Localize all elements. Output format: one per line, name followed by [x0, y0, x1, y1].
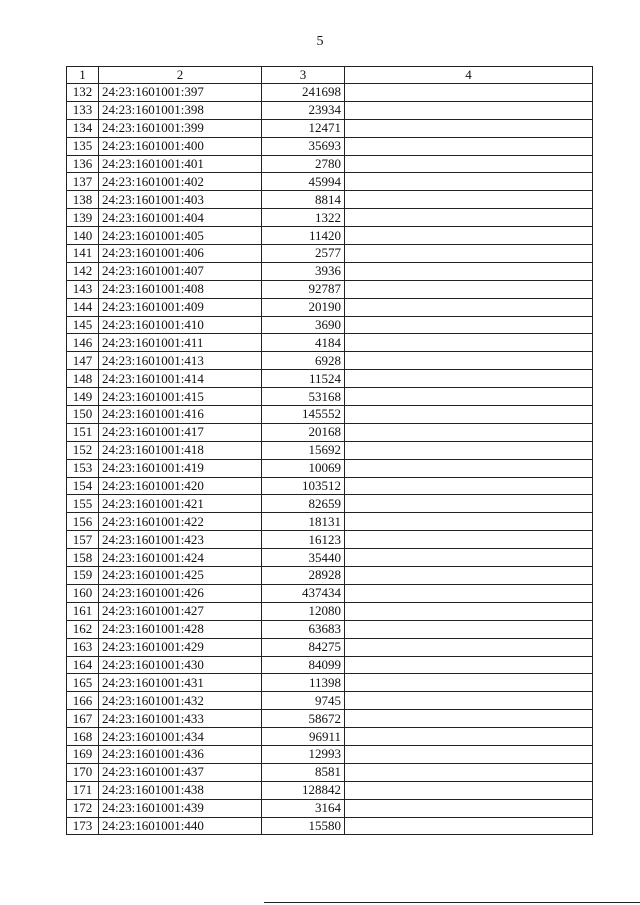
cadastral-number: 24:23:1601001:422	[99, 513, 262, 531]
row-number: 132	[67, 84, 99, 102]
table-row	[67, 388, 593, 406]
table-row	[67, 245, 593, 263]
cadastral-number: 24:23:1601001:440	[99, 817, 262, 835]
table-row	[67, 137, 593, 155]
cadastral-number: 24:23:1601001:409	[99, 298, 262, 316]
cadastral-number: 24:23:1601001:426	[99, 584, 262, 602]
cadastral-number: 24:23:1601001:415	[99, 388, 262, 406]
table-row	[67, 495, 593, 513]
cadastral-number: 24:23:1601001:410	[99, 316, 262, 334]
area-value: 58672	[262, 710, 345, 728]
area-value: 20168	[262, 423, 345, 441]
cadastral-number: 24:23:1601001:398	[99, 101, 262, 119]
cadastral-number: 24:23:1601001:400	[99, 137, 262, 155]
row-number: 148	[67, 370, 99, 388]
notes-cell	[345, 567, 593, 585]
area-value: 128842	[262, 781, 345, 799]
cadastral-number: 24:23:1601001:407	[99, 262, 262, 280]
notes-cell	[345, 406, 593, 424]
table-row	[67, 191, 593, 209]
area-value: 1322	[262, 209, 345, 227]
cadastral-number: 24:23:1601001:428	[99, 620, 262, 638]
cadastral-number: 24:23:1601001:397	[99, 84, 262, 102]
table-row	[67, 352, 593, 370]
area-value: 20190	[262, 298, 345, 316]
cadastral-number: 24:23:1601001:420	[99, 477, 262, 495]
table-row	[67, 441, 593, 459]
cadastral-number: 24:23:1601001:424	[99, 549, 262, 567]
table-row	[67, 620, 593, 638]
table-row	[67, 728, 593, 746]
notes-cell	[345, 209, 593, 227]
row-number: 155	[67, 495, 99, 513]
notes-cell	[345, 388, 593, 406]
notes-cell	[345, 620, 593, 638]
area-value: 84275	[262, 638, 345, 656]
cadastral-number: 24:23:1601001:408	[99, 280, 262, 298]
notes-cell	[345, 549, 593, 567]
notes-cell	[345, 656, 593, 674]
table-row	[67, 459, 593, 477]
table-header-row	[67, 67, 593, 84]
row-number: 156	[67, 513, 99, 531]
cadastral-number: 24:23:1601001:404	[99, 209, 262, 227]
cadastral-number: 24:23:1601001:401	[99, 155, 262, 173]
row-number: 133	[67, 101, 99, 119]
area-value: 8581	[262, 763, 345, 781]
table-row	[67, 549, 593, 567]
area-value: 241698	[262, 84, 345, 102]
table-row	[67, 531, 593, 549]
table-row	[67, 334, 593, 352]
notes-cell	[345, 298, 593, 316]
table-row	[67, 710, 593, 728]
notes-cell	[345, 352, 593, 370]
row-number: 170	[67, 763, 99, 781]
table-row	[67, 316, 593, 334]
notes-cell	[345, 173, 593, 191]
row-number: 162	[67, 620, 99, 638]
cadastral-number: 24:23:1601001:416	[99, 406, 262, 424]
column-header-1: 1	[67, 67, 99, 84]
notes-cell	[345, 262, 593, 280]
area-value: 3164	[262, 799, 345, 817]
table-row	[67, 262, 593, 280]
area-value: 35693	[262, 137, 345, 155]
notes-cell	[345, 245, 593, 263]
row-number: 164	[67, 656, 99, 674]
area-value: 23934	[262, 101, 345, 119]
row-number: 171	[67, 781, 99, 799]
cadastral-number: 24:23:1601001:436	[99, 745, 262, 763]
area-value: 18131	[262, 513, 345, 531]
row-number: 152	[67, 441, 99, 459]
area-value: 103512	[262, 477, 345, 495]
row-number: 168	[67, 728, 99, 746]
cadastral-number: 24:23:1601001:402	[99, 173, 262, 191]
table-row	[67, 656, 593, 674]
table-row	[67, 119, 593, 137]
area-value: 437434	[262, 584, 345, 602]
cadastral-number: 24:23:1601001:399	[99, 119, 262, 137]
cadastral-number: 24:23:1601001:430	[99, 656, 262, 674]
table-row	[67, 173, 593, 191]
table-body	[67, 84, 593, 835]
area-value: 92787	[262, 280, 345, 298]
notes-cell	[345, 674, 593, 692]
table-row	[67, 101, 593, 119]
column-header-4: 4	[345, 67, 593, 84]
table-row	[67, 209, 593, 227]
area-value: 9745	[262, 692, 345, 710]
table-row	[67, 155, 593, 173]
notes-cell	[345, 638, 593, 656]
notes-cell	[345, 477, 593, 495]
notes-cell	[345, 799, 593, 817]
row-number: 143	[67, 280, 99, 298]
notes-cell	[345, 334, 593, 352]
row-number: 151	[67, 423, 99, 441]
area-value: 12471	[262, 119, 345, 137]
notes-cell	[345, 763, 593, 781]
notes-cell	[345, 191, 593, 209]
row-number: 157	[67, 531, 99, 549]
notes-cell	[345, 316, 593, 334]
row-number: 142	[67, 262, 99, 280]
table-row	[67, 781, 593, 799]
cadastral-number: 24:23:1601001:437	[99, 763, 262, 781]
area-value: 12993	[262, 745, 345, 763]
area-value: 28928	[262, 567, 345, 585]
notes-cell	[345, 692, 593, 710]
table-row	[67, 584, 593, 602]
table-row	[67, 513, 593, 531]
cadastral-number: 24:23:1601001:439	[99, 799, 262, 817]
notes-cell	[345, 817, 593, 835]
area-value: 2780	[262, 155, 345, 173]
row-number: 135	[67, 137, 99, 155]
table-row	[67, 567, 593, 585]
row-number: 158	[67, 549, 99, 567]
page-number: 5	[316, 34, 324, 49]
row-number: 160	[67, 584, 99, 602]
cadastral-number: 24:23:1601001:405	[99, 227, 262, 245]
cadastral-number: 24:23:1601001:433	[99, 710, 262, 728]
area-value: 6928	[262, 352, 345, 370]
cadastral-number: 24:23:1601001:411	[99, 334, 262, 352]
cadastral-number: 24:23:1601001:414	[99, 370, 262, 388]
notes-cell	[345, 495, 593, 513]
row-number: 154	[67, 477, 99, 495]
notes-cell	[345, 227, 593, 245]
table-row	[67, 799, 593, 817]
area-value: 12080	[262, 602, 345, 620]
area-value: 96911	[262, 728, 345, 746]
area-value: 2577	[262, 245, 345, 263]
notes-cell	[345, 710, 593, 728]
table-row	[67, 763, 593, 781]
area-value: 15580	[262, 817, 345, 835]
area-value: 53168	[262, 388, 345, 406]
notes-cell	[345, 280, 593, 298]
table-row	[67, 477, 593, 495]
row-number: 163	[67, 638, 99, 656]
area-value: 4184	[262, 334, 345, 352]
area-value: 16123	[262, 531, 345, 549]
area-value: 11524	[262, 370, 345, 388]
row-number: 159	[67, 567, 99, 585]
notes-cell	[345, 441, 593, 459]
notes-cell	[345, 459, 593, 477]
notes-cell	[345, 745, 593, 763]
row-number: 147	[67, 352, 99, 370]
notes-cell	[345, 584, 593, 602]
notes-cell	[345, 781, 593, 799]
row-number: 137	[67, 173, 99, 191]
table-row	[67, 406, 593, 424]
notes-cell	[345, 137, 593, 155]
notes-cell	[345, 531, 593, 549]
cadastral-number: 24:23:1601001:429	[99, 638, 262, 656]
cadastral-number: 24:23:1601001:427	[99, 602, 262, 620]
table-row	[67, 817, 593, 835]
area-value: 84099	[262, 656, 345, 674]
notes-cell	[345, 155, 593, 173]
column-header-2: 2	[99, 67, 262, 84]
notes-cell	[345, 423, 593, 441]
area-value: 145552	[262, 406, 345, 424]
cadastral-table	[66, 66, 593, 835]
area-value: 63683	[262, 620, 345, 638]
notes-cell	[345, 119, 593, 137]
cadastral-number: 24:23:1601001:406	[99, 245, 262, 263]
row-number: 153	[67, 459, 99, 477]
row-number: 146	[67, 334, 99, 352]
notes-cell	[345, 513, 593, 531]
table-row	[67, 674, 593, 692]
cadastral-number: 24:23:1601001:419	[99, 459, 262, 477]
row-number: 145	[67, 316, 99, 334]
area-value: 3690	[262, 316, 345, 334]
area-value: 8814	[262, 191, 345, 209]
cadastral-number: 24:23:1601001:432	[99, 692, 262, 710]
table-row	[67, 84, 593, 102]
cadastral-number: 24:23:1601001:438	[99, 781, 262, 799]
row-number: 167	[67, 710, 99, 728]
notes-cell	[345, 728, 593, 746]
cadastral-number: 24:23:1601001:423	[99, 531, 262, 549]
row-number: 172	[67, 799, 99, 817]
row-number: 161	[67, 602, 99, 620]
area-value: 11420	[262, 227, 345, 245]
row-number: 149	[67, 388, 99, 406]
area-value: 35440	[262, 549, 345, 567]
notes-cell	[345, 602, 593, 620]
area-value: 82659	[262, 495, 345, 513]
table-row	[67, 280, 593, 298]
row-number: 134	[67, 119, 99, 137]
row-number: 165	[67, 674, 99, 692]
row-number: 140	[67, 227, 99, 245]
cadastral-number: 24:23:1601001:431	[99, 674, 262, 692]
area-value: 10069	[262, 459, 345, 477]
row-number: 136	[67, 155, 99, 173]
row-number: 166	[67, 692, 99, 710]
row-number: 169	[67, 745, 99, 763]
row-number: 139	[67, 209, 99, 227]
cadastral-number: 24:23:1601001:425	[99, 567, 262, 585]
area-value: 45994	[262, 173, 345, 191]
row-number: 150	[67, 406, 99, 424]
row-number: 141	[67, 245, 99, 263]
area-value: 3936	[262, 262, 345, 280]
area-value: 15692	[262, 441, 345, 459]
table-row	[67, 602, 593, 620]
table-row	[67, 227, 593, 245]
notes-cell	[345, 84, 593, 102]
cadastral-number: 24:23:1601001:421	[99, 495, 262, 513]
table-row	[67, 370, 593, 388]
row-number: 144	[67, 298, 99, 316]
cadastral-number: 24:23:1601001:434	[99, 728, 262, 746]
table-row	[67, 745, 593, 763]
column-header-3: 3	[262, 67, 345, 84]
cadastral-number: 24:23:1601001:413	[99, 352, 262, 370]
notes-cell	[345, 101, 593, 119]
notes-cell	[345, 370, 593, 388]
row-number: 173	[67, 817, 99, 835]
cadastral-number: 24:23:1601001:418	[99, 441, 262, 459]
footer-rule	[264, 902, 640, 903]
table-row	[67, 638, 593, 656]
row-number: 138	[67, 191, 99, 209]
cadastral-number: 24:23:1601001:403	[99, 191, 262, 209]
area-value: 11398	[262, 674, 345, 692]
cadastral-number: 24:23:1601001:417	[99, 423, 262, 441]
table-row	[67, 692, 593, 710]
table-row	[67, 423, 593, 441]
table-row	[67, 298, 593, 316]
